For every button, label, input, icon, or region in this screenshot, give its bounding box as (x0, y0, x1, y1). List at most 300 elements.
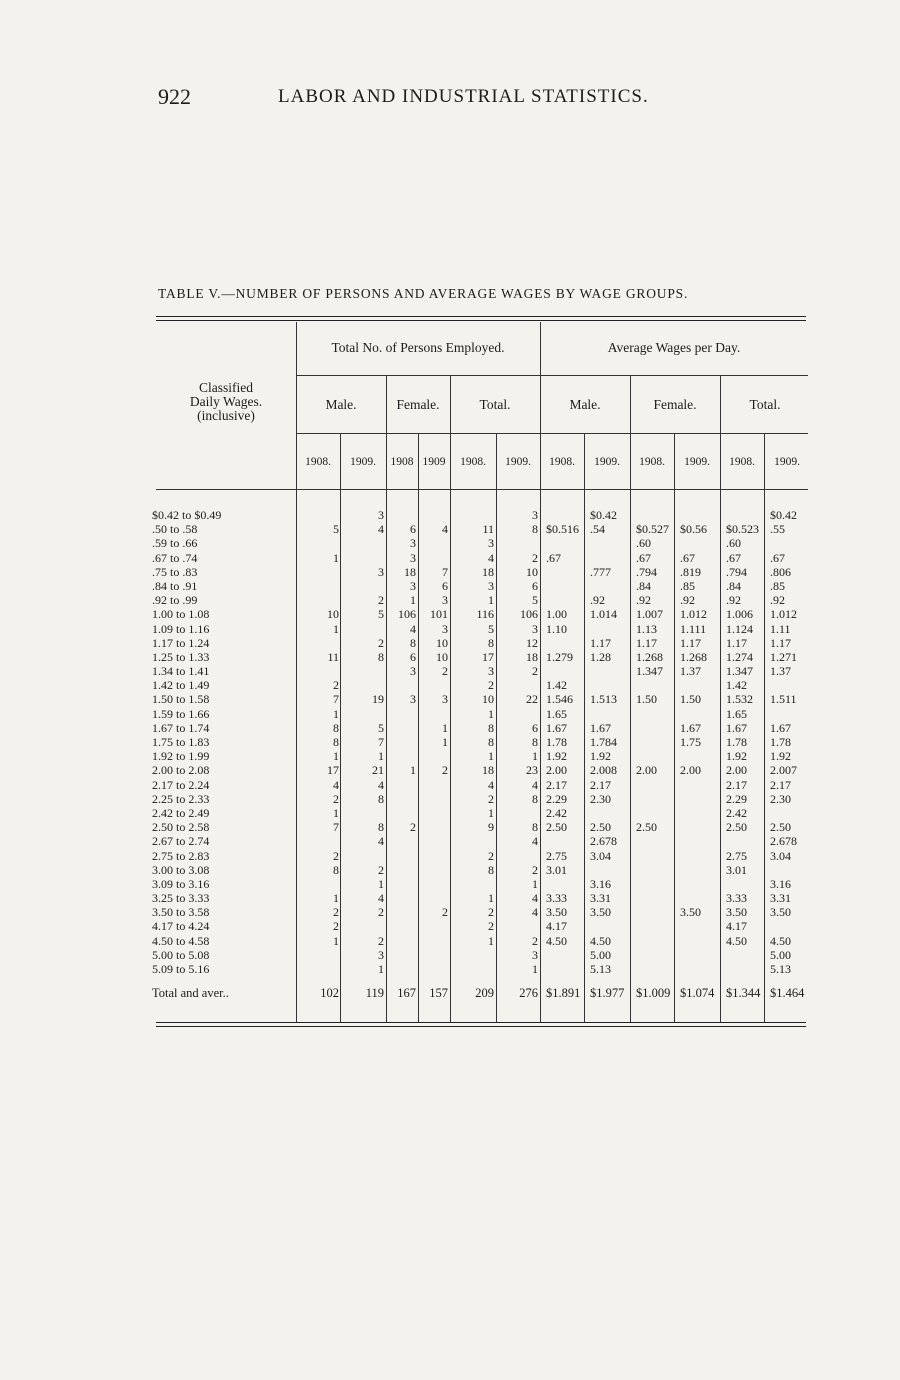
running-head: LABOR AND INDUSTRIAL STATISTICS. (278, 86, 649, 107)
wage-range-label: $0.42 to $0.49 (152, 508, 222, 522)
average-wage-cell: 2.30 (590, 791, 611, 806)
persons-count-cell: 167 (397, 986, 416, 1001)
persons-count-cell: 3 (378, 564, 384, 579)
average-wage-cell: 1.274 (726, 649, 753, 664)
table-row (152, 565, 812, 579)
average-wage-cell: 1.271 (770, 649, 797, 664)
average-wage-cell: .60 (726, 536, 741, 551)
year-header: 1908. (460, 456, 486, 468)
wage-range-label: .67 to .74 (152, 550, 198, 565)
page-number: 922 (158, 84, 191, 109)
persons-count-cell: 10 (436, 635, 448, 650)
persons-count-cell: 7 (378, 735, 384, 749)
average-wage-cell: 4.50 (546, 933, 567, 948)
total-row (152, 986, 812, 1000)
wage-range-label: 2.75 to 2.83 (152, 848, 210, 863)
wage-range-label: 3.09 to 3.16 (152, 876, 210, 891)
persons-count-cell: 3 (442, 593, 448, 608)
persons-count-cell: 2 (488, 848, 494, 863)
table-body (152, 508, 812, 1000)
persons-count-cell: 12 (526, 635, 538, 650)
average-wage-cell: .85 (770, 578, 785, 593)
average-wage-cell: .67 (546, 550, 561, 565)
wage-range-label: 1.34 to 1.41 (152, 664, 210, 679)
table-row (152, 834, 812, 848)
persons-count-cell: 2 (378, 905, 384, 920)
persons-count-cell: 6 (410, 522, 416, 537)
average-wage-cell: 2.50 (726, 820, 747, 835)
persons-count-cell: 2 (378, 635, 384, 650)
sub-header-male-persons: Male. (325, 397, 357, 412)
average-wage-cell: 1.37 (680, 664, 701, 679)
average-wage-cell: 3.16 (770, 876, 791, 891)
persons-count-cell: 19 (372, 692, 384, 707)
year-header: 1909 (422, 456, 446, 468)
average-wage-cell: 1.00 (546, 607, 567, 622)
average-wage-cell: 2.17 (770, 777, 791, 792)
average-wage-cell: 1.546 (546, 692, 573, 707)
average-wage-cell: 1.532 (726, 692, 753, 707)
average-wage-cell: $1.009 (636, 986, 671, 1001)
average-wage-cell: .794 (636, 564, 657, 579)
persons-count-cell: 21 (372, 763, 384, 778)
persons-count-cell: 3 (410, 536, 416, 551)
average-wage-cell: 1.124 (726, 621, 753, 636)
persons-count-cell: 1 (378, 876, 384, 891)
persons-count-cell: 2 (532, 664, 538, 679)
average-wage-cell: .92 (726, 593, 741, 608)
persons-count-cell: 2 (333, 919, 339, 934)
persons-count-cell: 7 (333, 692, 339, 707)
persons-count-cell: 6 (442, 578, 448, 593)
wage-range-label: .92 to .99 (152, 593, 198, 608)
persons-count-cell: 1 (333, 933, 339, 948)
average-wage-cell: 4.50 (726, 933, 747, 948)
wage-range-label: 2.00 to 2.08 (152, 763, 210, 778)
table-row (152, 962, 812, 976)
persons-count-cell: 4 (532, 891, 538, 906)
persons-count-cell: 2 (378, 933, 384, 948)
average-wage-cell: 2.50 (770, 820, 791, 835)
wage-range-label: Total and aver.. (152, 986, 229, 1001)
wage-range-label: .59 to .66 (152, 536, 198, 551)
persons-count-cell: 3 (532, 508, 538, 522)
average-wage-cell: 3.01 (726, 862, 747, 877)
average-wage-cell: 3.04 (770, 848, 791, 863)
persons-count-cell: 5 (378, 607, 384, 622)
wage-range-label: 1.25 to 1.33 (152, 649, 210, 664)
persons-count-cell: 18 (404, 564, 416, 579)
average-wage-cell: 2.50 (636, 820, 657, 835)
table-row (152, 820, 812, 834)
average-wage-cell: 1.111 (680, 621, 707, 636)
persons-count-cell: 276 (519, 986, 538, 1001)
wage-range-label: 1.59 to 1.66 (152, 706, 210, 721)
persons-count-cell: 1 (488, 805, 494, 820)
average-wage-cell: 3.33 (546, 891, 567, 906)
wage-range-label: 1.67 to 1.74 (152, 720, 210, 735)
persons-count-cell: 6 (532, 578, 538, 593)
persons-count-cell: 4 (378, 522, 384, 537)
table-row (152, 721, 812, 735)
persons-count-cell: 3 (488, 664, 494, 679)
stub-header-line: Daily Wages. (189, 394, 263, 409)
average-wage-cell: 3.50 (726, 905, 747, 920)
table-row (152, 593, 812, 607)
average-wage-cell: .60 (636, 536, 651, 551)
average-wage-cell: .92 (770, 593, 785, 608)
persons-count-cell: 1 (532, 962, 538, 976)
persons-count-cell: 3 (410, 578, 416, 593)
persons-count-cell: 8 (378, 820, 384, 835)
header-line-1 (296, 375, 808, 376)
average-wage-cell: 2.75 (546, 848, 567, 863)
average-wage-cell: .84 (636, 578, 651, 593)
average-wage-cell: 1.65 (546, 706, 567, 721)
average-wage-cell: 1.012 (680, 607, 707, 622)
average-wage-cell: 2.29 (546, 791, 567, 806)
average-wage-cell: 3.16 (590, 876, 611, 891)
persons-count-cell: 2 (333, 791, 339, 806)
wages-group-header: Average Wages per Day. (607, 340, 741, 355)
top-rule (156, 316, 806, 317)
average-wage-cell: 1.78 (770, 735, 791, 749)
persons-count-cell: 1 (378, 962, 384, 976)
persons-count-cell: 11 (327, 649, 339, 664)
persons-count-cell: 3 (532, 947, 538, 962)
average-wage-cell: 2.00 (726, 763, 747, 778)
table-row (152, 551, 812, 565)
average-wage-cell: .819 (680, 564, 701, 579)
average-wage-cell: 1.13 (636, 621, 657, 636)
average-wage-cell: 1.78 (546, 735, 567, 749)
average-wage-cell: 1.67 (726, 720, 747, 735)
table-row (152, 536, 812, 550)
page-header (158, 84, 718, 114)
persons-count-cell: 4 (378, 834, 384, 849)
persons-count-cell: 3 (378, 508, 384, 522)
wage-range-label: .75 to .83 (152, 564, 198, 579)
average-wage-cell: 5.00 (590, 947, 611, 962)
table-row (152, 664, 812, 678)
persons-count-cell: 3 (488, 578, 494, 593)
table-row (152, 763, 812, 777)
average-wage-cell: 1.50 (680, 692, 701, 707)
persons-count-cell: 2 (378, 593, 384, 608)
average-wage-cell: 1.279 (546, 649, 573, 664)
average-wage-cell: 1.10 (546, 621, 567, 636)
average-wage-cell: 3.50 (680, 905, 701, 920)
persons-count-cell: 106 (520, 607, 538, 622)
persons-count-cell: 8 (488, 735, 494, 749)
persons-count-cell: 1 (488, 891, 494, 906)
stub-header (156, 381, 296, 423)
table-row (152, 579, 812, 593)
wage-range-label: 2.42 to 2.49 (152, 805, 210, 820)
average-wage-cell: 2.42 (546, 805, 567, 820)
persons-count-cell: 6 (410, 649, 416, 664)
persons-count-cell: 5 (532, 593, 538, 608)
average-wage-cell: 1.92 (770, 749, 791, 764)
average-wage-cell: 1.67 (590, 720, 611, 735)
persons-count-cell: 5 (488, 621, 494, 636)
table-row (152, 877, 812, 891)
table-row (152, 735, 812, 749)
average-wage-cell: 2.678 (590, 834, 617, 849)
persons-count-cell: 119 (365, 986, 384, 1001)
persons-count-cell: 3 (378, 947, 384, 962)
average-wage-cell: 3.33 (726, 891, 747, 906)
wage-range-label: .84 to .91 (152, 578, 198, 593)
table-row (152, 650, 812, 664)
wage-range-label: 2.67 to 2.74 (152, 834, 210, 849)
average-wage-cell: 2.50 (546, 820, 567, 835)
table-title: TABLE V.—NUMBER OF PERSONS AND AVERAGE WAGES BY WAGE GROUPS. (158, 286, 689, 301)
persons-count-cell: 3 (442, 621, 448, 636)
persons-count-cell: 3 (410, 692, 416, 707)
persons-count-cell: 1 (442, 720, 448, 735)
table-row (152, 905, 812, 919)
year-header: 1908. (305, 456, 331, 468)
persons-count-cell: 1 (532, 876, 538, 891)
wage-range-label: 1.50 to 1.58 (152, 692, 210, 707)
average-wage-cell: 2.50 (590, 820, 611, 835)
persons-count-cell: 3 (410, 550, 416, 565)
persons-count-cell: 1 (333, 706, 339, 721)
persons-count-cell: 3 (442, 692, 448, 707)
persons-count-cell: 116 (476, 607, 494, 622)
sub-header-male-wages: Male. (569, 397, 601, 412)
average-wage-cell: 5.13 (590, 962, 611, 976)
average-wage-cell: 2.00 (636, 763, 657, 778)
persons-count-cell: 1 (442, 735, 448, 749)
table-row (152, 863, 812, 877)
average-wage-cell: 1.67 (680, 720, 701, 735)
wage-range-label: 1.17 to 1.24 (152, 635, 210, 650)
persons-count-cell: 2 (488, 678, 494, 693)
persons-count-cell: 18 (482, 564, 494, 579)
average-wage-cell: 5.00 (770, 947, 791, 962)
persons-count-cell: 1 (410, 763, 416, 778)
average-wage-cell: .67 (680, 550, 695, 565)
wage-range-label: 1.09 to 1.16 (152, 621, 210, 636)
persons-count-cell: 2 (333, 905, 339, 920)
persons-count-cell: 1 (410, 593, 416, 608)
persons-count-cell: 7 (333, 820, 339, 835)
average-wage-cell: 1.92 (546, 749, 567, 764)
persons-count-cell: 6 (532, 720, 538, 735)
table-row (152, 707, 812, 721)
persons-count-cell: 8 (378, 791, 384, 806)
average-wage-cell: .92 (680, 593, 695, 608)
table-row (152, 778, 812, 792)
persons-count-cell: 4 (378, 891, 384, 906)
average-wage-cell: 2.17 (590, 777, 611, 792)
average-wage-cell: 2.008 (590, 763, 617, 778)
average-wage-cell: $0.523 (726, 522, 759, 537)
average-wage-cell: $1.977 (590, 986, 625, 1001)
persons-count-cell: 22 (526, 692, 538, 707)
persons-count-cell: 4 (333, 777, 339, 792)
persons-count-cell: 1 (488, 933, 494, 948)
persons-count-cell: 1 (333, 621, 339, 636)
year-header: 1908. (639, 456, 665, 468)
persons-count-cell: 2 (532, 933, 538, 948)
year-header: 1909. (774, 456, 800, 468)
persons-count-cell: 4 (488, 777, 494, 792)
average-wage-cell: 4.17 (546, 919, 567, 934)
persons-count-cell: 1 (378, 749, 384, 764)
persons-count-cell: 8 (488, 862, 494, 877)
average-wage-cell: 2.17 (726, 777, 747, 792)
bottom-rule (156, 1022, 806, 1023)
average-wage-cell: 1.014 (590, 607, 617, 622)
year-header: 1909. (594, 456, 620, 468)
average-wage-cell: 2.007 (770, 763, 797, 778)
persons-count-cell: 18 (526, 649, 538, 664)
average-wage-cell: 1.268 (680, 649, 707, 664)
wage-range-label: 1.00 to 1.08 (152, 607, 210, 622)
average-wage-cell: 1.007 (636, 607, 663, 622)
average-wage-cell: 4.17 (726, 919, 747, 934)
persons-count-cell: 1 (488, 749, 494, 764)
persons-count-cell: 1 (333, 891, 339, 906)
average-wage-cell: 3.50 (590, 905, 611, 920)
average-wage-cell: .67 (636, 550, 651, 565)
sub-header-total-persons: Total. (479, 397, 511, 412)
average-wage-cell: 3.50 (546, 905, 567, 920)
persons-count-cell: 10 (436, 649, 448, 664)
persons-count-cell: 4 (410, 621, 416, 636)
average-wage-cell: $0.527 (636, 522, 669, 537)
average-wage-cell: 5.13 (770, 962, 791, 976)
persons-count-cell: 11 (482, 522, 494, 537)
persons-count-cell: 2 (488, 791, 494, 806)
persons-count-cell: 101 (430, 607, 448, 622)
year-header: 1909. (684, 456, 710, 468)
persons-count-cell: 8 (378, 649, 384, 664)
average-wage-cell: 1.17 (680, 635, 701, 650)
average-wage-cell: 4.50 (590, 933, 611, 948)
top-rule-double (156, 320, 806, 321)
average-wage-cell: 1.17 (726, 635, 747, 650)
persons-count-cell: 8 (333, 862, 339, 877)
table-row (152, 948, 812, 962)
persons-count-cell: 18 (482, 763, 494, 778)
persons-count-cell: 5 (378, 720, 384, 735)
sub-header-female-wages: Female. (653, 397, 697, 412)
average-wage-cell: 2.678 (770, 834, 797, 849)
sub-header-female-persons: Female. (396, 397, 440, 412)
persons-count-cell: 4 (532, 777, 538, 792)
persons-count-cell: 8 (333, 720, 339, 735)
average-wage-cell: .794 (726, 564, 747, 579)
wage-range-label: 1.92 to 1.99 (152, 749, 210, 764)
average-wage-cell: 1.37 (770, 664, 791, 679)
table-row (152, 749, 812, 763)
average-wage-cell: 1.50 (636, 692, 657, 707)
table-row (152, 891, 812, 905)
average-wage-cell: .67 (726, 550, 741, 565)
persons-count-cell: 3 (532, 621, 538, 636)
persons-count-cell: 2 (333, 848, 339, 863)
average-wage-cell: 2.00 (680, 763, 701, 778)
average-wage-cell: 1.75 (680, 735, 701, 749)
average-wage-cell: 1.347 (726, 664, 753, 679)
wage-range-label: 5.09 to 5.16 (152, 962, 210, 976)
average-wage-cell: 1.65 (726, 706, 747, 721)
wage-range-label: 2.50 to 2.58 (152, 820, 210, 835)
persons-count-cell: 106 (398, 607, 416, 622)
average-wage-cell: 1.012 (770, 607, 797, 622)
average-wage-cell: .85 (680, 578, 695, 593)
persons-count-cell: 157 (429, 986, 448, 1001)
table-row (152, 692, 812, 706)
persons-count-cell: 102 (320, 986, 339, 1001)
average-wage-cell: 1.78 (726, 735, 747, 749)
average-wage-cell: 3.04 (590, 848, 611, 863)
average-wage-cell: .92 (636, 593, 651, 608)
wage-range-label: 3.25 to 3.33 (152, 891, 210, 906)
table-row (152, 522, 812, 536)
persons-count-cell: 2 (442, 763, 448, 778)
header-line-2 (296, 433, 808, 434)
persons-count-cell: 2 (532, 862, 538, 877)
persons-count-cell: 1 (488, 706, 494, 721)
persons-count-cell: 4 (378, 777, 384, 792)
average-wage-cell: 1.11 (770, 621, 791, 636)
average-wage-cell: $1.074 (680, 986, 715, 1001)
average-wage-cell: .777 (590, 564, 611, 579)
average-wage-cell: 1.784 (590, 735, 617, 749)
year-header: 1908 (390, 456, 414, 468)
persons-count-cell: 3 (410, 664, 416, 679)
header-line-3 (156, 489, 808, 490)
persons-group-header: Total No. of Persons Employed. (331, 340, 505, 355)
table-row (152, 636, 812, 650)
persons-count-cell: 8 (532, 522, 538, 537)
wage-range-label: 5.00 to 5.08 (152, 947, 210, 962)
average-wage-cell: 1.67 (546, 720, 567, 735)
average-wage-cell: 3.01 (546, 862, 567, 877)
average-wage-cell: 1.92 (590, 749, 611, 764)
persons-count-cell: 2 (488, 919, 494, 934)
persons-count-cell: 2 (410, 820, 416, 835)
persons-count-cell: 8 (410, 635, 416, 650)
persons-count-cell: 1 (532, 749, 538, 764)
average-wage-cell: 1.67 (770, 720, 791, 735)
table-row (152, 934, 812, 948)
year-header: 1908. (549, 456, 575, 468)
persons-count-cell: 2 (442, 905, 448, 920)
average-wage-cell: .54 (590, 522, 605, 537)
wage-range-label: 4.17 to 4.24 (152, 919, 210, 934)
average-wage-cell: 1.17 (590, 635, 611, 650)
sub-header-total-wages: Total. (749, 397, 781, 412)
persons-count-cell: 1 (333, 550, 339, 565)
persons-count-cell: 7 (442, 564, 448, 579)
wage-range-label: 4.50 to 4.58 (152, 933, 210, 948)
persons-count-cell: 23 (526, 763, 538, 778)
average-wage-cell: 2.17 (546, 777, 567, 792)
wage-range-label: 2.25 to 2.33 (152, 791, 210, 806)
average-wage-cell: 1.268 (636, 649, 663, 664)
average-wage-cell: 1.347 (636, 664, 663, 679)
average-wage-cell: 1.92 (726, 749, 747, 764)
average-wage-cell: .806 (770, 564, 791, 579)
persons-count-cell: 4 (488, 550, 494, 565)
persons-count-cell: 3 (488, 536, 494, 551)
